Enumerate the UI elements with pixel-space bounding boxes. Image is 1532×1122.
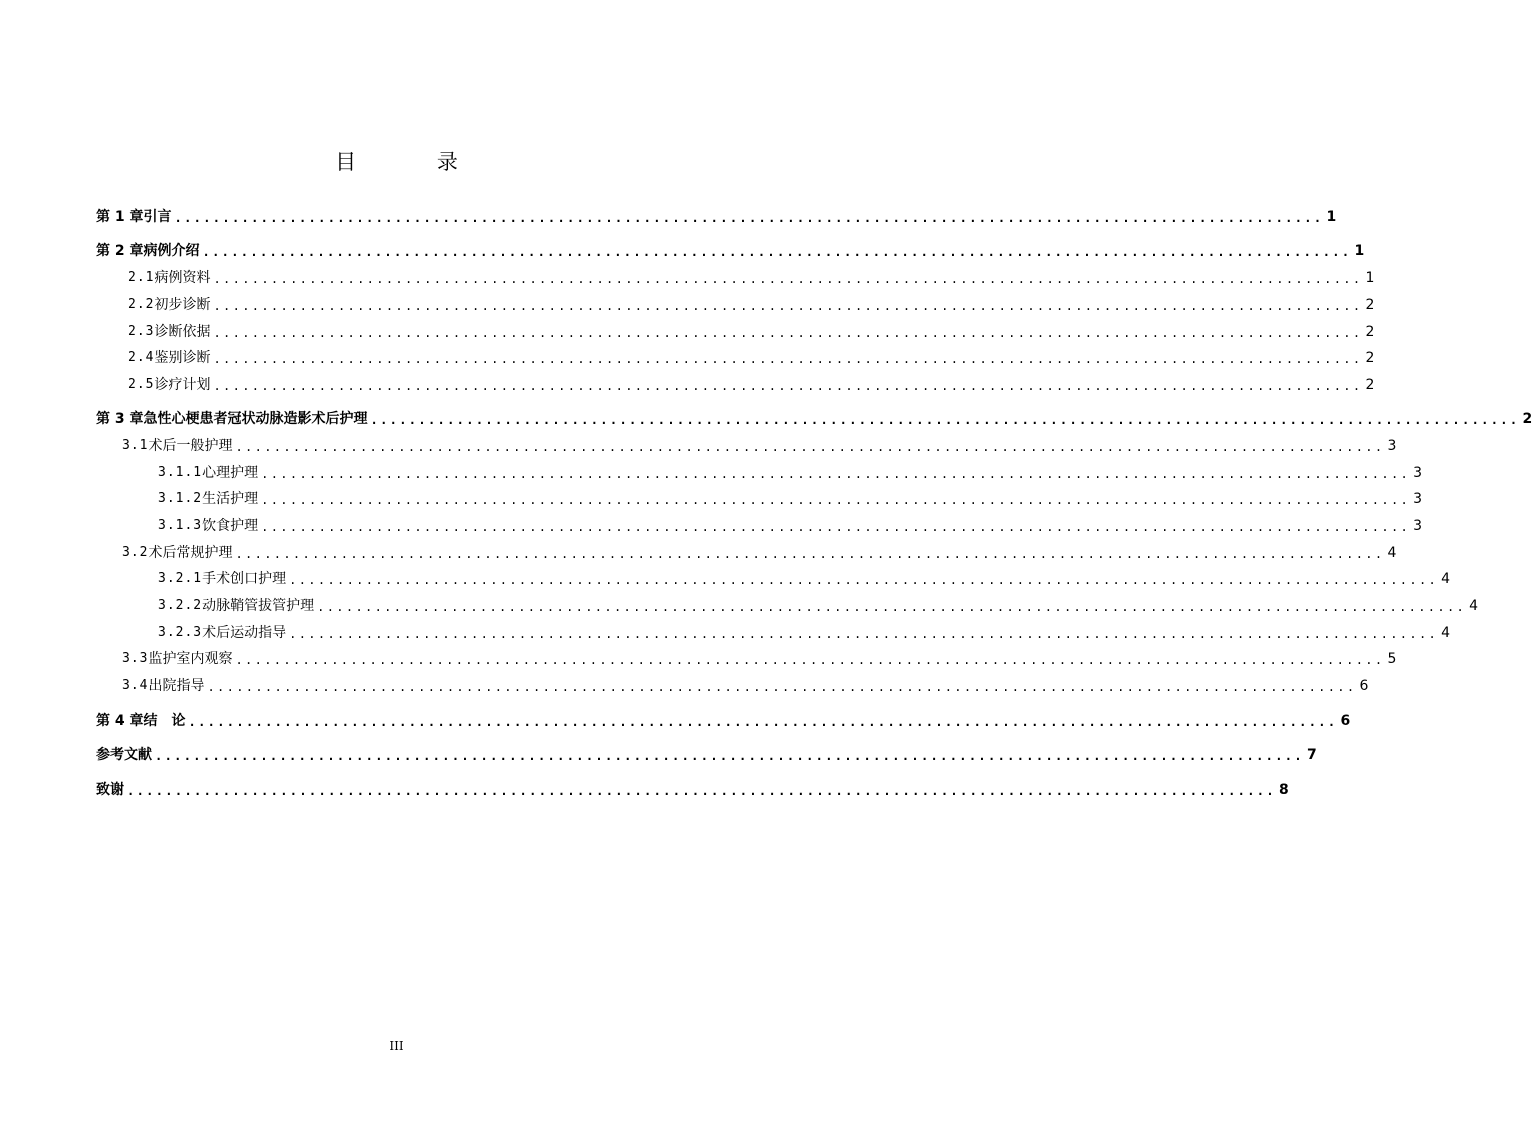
- dot-leader: ........................................................................................................................: [289, 627, 1439, 641]
- toc-entry-number: 2.1: [128, 270, 155, 285]
- toc-entry-title: 生活护理: [202, 491, 259, 507]
- toc-entry-page: 3: [1413, 518, 1423, 534]
- toc-entry-number: 3.2.3: [158, 625, 203, 640]
- toc-entry-number: 3.1.3: [158, 518, 203, 533]
- toc-entry-title: 病例资料: [154, 270, 211, 286]
- toc-entry[interactable]: [96, 409, 1532, 429]
- toc-entry-number: 第 3 章: [96, 411, 144, 427]
- toc-entry[interactable]: [158, 569, 1451, 589]
- toc-entry-number: 2.3: [128, 324, 155, 339]
- toc-entry-title: 结 论: [143, 713, 186, 729]
- toc-entry[interactable]: [96, 711, 1351, 731]
- toc-entry-title: 手术创口护理: [202, 571, 287, 587]
- toc-entry-number: 3.2: [122, 545, 149, 560]
- toc-entry[interactable]: [96, 207, 1337, 227]
- dot-leader: ........................................................................................................................: [261, 493, 1411, 507]
- dot-leader: ........................................................................................................................: [174, 211, 1324, 225]
- toc-entry-page: 4: [1441, 571, 1451, 587]
- toc-entry[interactable]: [122, 543, 1397, 563]
- toc-entry-page: 6: [1340, 713, 1351, 729]
- dot-leader: ........................................................................................................................: [213, 379, 1363, 393]
- toc-entry[interactable]: [128, 268, 1375, 288]
- toc-entry-number: 3.2.1: [158, 571, 203, 586]
- toc-entry[interactable]: [122, 649, 1397, 669]
- toc-entry-title: 监护室内观察: [148, 651, 233, 667]
- dot-leader: ........................................................................................................................: [235, 547, 1385, 561]
- dot-leader: ........................................................................................................................: [202, 245, 1352, 259]
- toc-entry-page: 2: [1365, 377, 1375, 393]
- toc-entry-page: 3: [1387, 438, 1397, 454]
- toc-entry[interactable]: [122, 436, 1397, 456]
- dot-leader: ........................................................................................................................: [235, 440, 1385, 454]
- toc-title: 目 录: [335, 150, 495, 174]
- toc-entry[interactable]: [96, 780, 1289, 800]
- toc-entry-number: 第 2 章: [96, 243, 144, 259]
- toc-entry-number: 2.4: [128, 350, 155, 365]
- toc-entry-title: 病例介绍: [143, 243, 200, 259]
- toc-entry[interactable]: [128, 322, 1375, 342]
- toc-entry-title: 致谢: [96, 782, 124, 798]
- toc-entry[interactable]: [158, 516, 1423, 536]
- toc-entry-title: 诊疗计划: [154, 377, 211, 393]
- dot-leader: ........................................................................................................................: [207, 680, 1357, 694]
- toc-entry-title: 鉴别诊断: [154, 350, 211, 366]
- toc-entry-title: 饮食护理: [202, 518, 259, 534]
- toc-entry-number: 3.3: [122, 651, 149, 666]
- dot-leader: ........................................................................................................................: [261, 520, 1411, 534]
- toc-entry-page: 7: [1306, 747, 1317, 763]
- toc-entry-number: 3.1.1: [158, 465, 203, 480]
- toc-entry-page: 2: [1522, 411, 1532, 427]
- toc-entry[interactable]: [158, 489, 1423, 509]
- toc-entry[interactable]: [128, 348, 1375, 368]
- toc-entry-title: 术后常规护理: [148, 545, 233, 561]
- dot-leader: ........................................................................................................................: [289, 573, 1439, 587]
- toc-entry-page: 2: [1365, 324, 1375, 340]
- toc-entry-page: 3: [1413, 465, 1423, 481]
- toc-entry-title: 参考文献: [96, 747, 152, 763]
- toc-entry-page: 1: [1326, 209, 1337, 225]
- toc-entry[interactable]: [158, 623, 1451, 643]
- toc-entry-number: 3.2.2: [158, 598, 203, 613]
- toc-entry-page: 4: [1469, 598, 1479, 614]
- dot-leader: ........................................................................................................................: [370, 413, 1520, 427]
- toc-entry-number: 第 4 章: [96, 713, 144, 729]
- toc-entry-page: 3: [1413, 491, 1423, 507]
- toc-entry-number: 2.2: [128, 297, 155, 312]
- toc-entry-page: 5: [1387, 651, 1397, 667]
- toc-entry-page: 1: [1354, 243, 1365, 259]
- toc-entry-page: 6: [1359, 678, 1369, 694]
- toc-entry-title: 术后运动指导: [202, 625, 287, 641]
- toc-entry-title: 术后一般护理: [148, 438, 233, 454]
- toc-entry-number: 第 1 章: [96, 209, 144, 225]
- dot-leader: ........................................................................................................................: [213, 352, 1363, 366]
- toc-entry-page: 2: [1365, 297, 1375, 313]
- toc-entry-page: 4: [1441, 625, 1451, 641]
- toc-entry-title: 急性心梗患者冠状动脉造影术后护理: [143, 411, 368, 427]
- toc-entry-title: 动脉鞘管拔管护理: [202, 598, 315, 614]
- toc-entry-title: 引言: [143, 209, 172, 225]
- dot-leader: ........................................................................................................................: [188, 715, 1338, 729]
- toc-entry-number: 3.1: [122, 438, 149, 453]
- toc-entry-page: 8: [1278, 782, 1289, 798]
- toc-entry-title: 出院指导: [148, 678, 205, 694]
- toc-entry[interactable]: [158, 463, 1423, 483]
- dot-leader: ........................................................................................................................: [317, 600, 1467, 614]
- toc-entry[interactable]: [96, 241, 1365, 261]
- toc-entry[interactable]: [96, 745, 1317, 765]
- toc-entry[interactable]: [158, 596, 1479, 616]
- dot-leader: ........................................................................................................................: [261, 467, 1411, 481]
- dot-leader: ........................................................................................................................: [213, 272, 1363, 286]
- toc-entry-number: 3.1.2: [158, 491, 203, 506]
- toc-entry-title: 初步诊断: [154, 297, 211, 313]
- dot-leader: ........................................................................................................................: [235, 653, 1385, 667]
- toc-entry-number: 2.5: [128, 377, 155, 392]
- toc-entry-title: 心理护理: [202, 465, 259, 481]
- toc-entry-page: 2: [1365, 350, 1375, 366]
- toc-entry-title: 诊断依据: [154, 324, 211, 340]
- dot-leader: ........................................................................................................................: [213, 326, 1363, 340]
- dot-leader: ........................................................................................................................: [155, 749, 1304, 763]
- toc-entry[interactable]: [128, 375, 1375, 395]
- dot-leader: ........................................................................................................................: [127, 784, 1276, 798]
- dot-leader: ........................................................................................................................: [213, 299, 1363, 313]
- page-number: III: [389, 1039, 404, 1053]
- toc-entry[interactable]: [128, 295, 1375, 315]
- toc-entry-number: 3.4: [122, 678, 149, 693]
- toc-entry-page: 4: [1387, 545, 1397, 561]
- toc-entry[interactable]: [122, 676, 1369, 696]
- toc-entry-page: 1: [1365, 270, 1375, 286]
